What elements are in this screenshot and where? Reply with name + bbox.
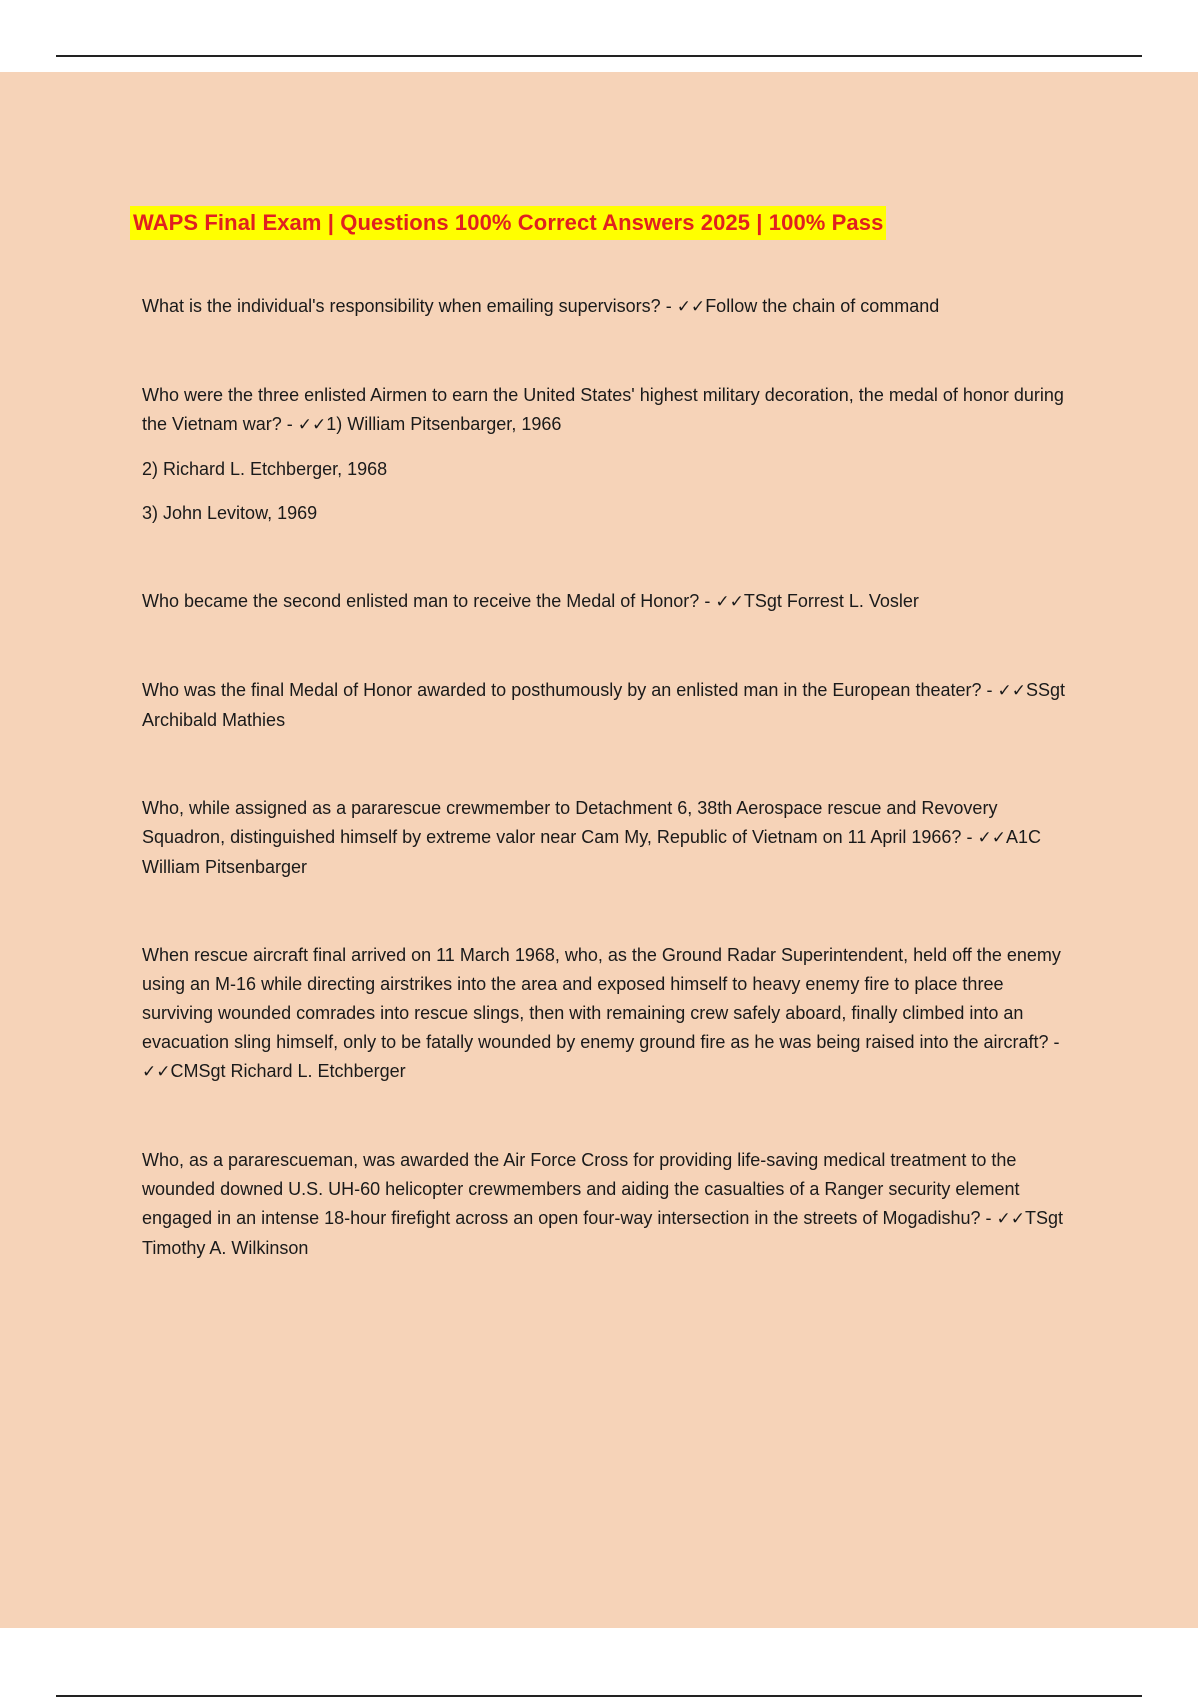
document-title: WAPS Final Exam | Questions 100% Correct Answers 2025 | 100% Pass	[130, 206, 886, 240]
qa-text	[142, 292, 1072, 322]
title-container	[130, 206, 886, 240]
qa-list	[142, 292, 1072, 1322]
bottom-rule	[56, 1695, 1142, 1697]
separator: -	[660, 296, 677, 316]
check-icon: ✓✓	[977, 828, 1006, 848]
qa-item	[142, 794, 1072, 882]
qa-item	[142, 292, 1072, 322]
qa-text	[142, 676, 1072, 735]
qa-item	[142, 676, 1072, 735]
question-text: Who, while assigned as a pararescue crewmember to Detachment 6, 38th Aerospace rescue and Revovery Squadron, distinguished himself by extreme valor near Cam My, Republic of Vietnam on 11 April 1966?	[142, 798, 998, 847]
check-icon: ✓✓	[997, 681, 1026, 701]
answer-continuation	[142, 455, 1072, 528]
answer-text: CMSgt Richard L. Etchberger	[170, 1061, 406, 1081]
qa-item	[142, 941, 1072, 1087]
qa-text	[142, 587, 1072, 617]
top-rule	[56, 55, 1142, 57]
answer-text: A1C William Pitsenbarger	[142, 827, 1041, 877]
answer-extra-line: 3) John Levitow, 1969	[142, 503, 318, 523]
question-text: Who was the final Medal of Honor awarded to posthumously by an enlisted man in the European theater?	[142, 680, 982, 700]
qa-text	[142, 794, 1072, 882]
question-text: What is the individual's responsibility when emailing supervisors?	[142, 296, 661, 316]
qa-text	[142, 381, 1072, 440]
check-icon: ✓✓	[676, 297, 706, 317]
qa-text	[142, 941, 1072, 1087]
question-text: Who became the second enlisted man to receive the Medal of Honor?	[142, 591, 700, 611]
separator: -	[961, 827, 978, 847]
qa-item	[142, 381, 1072, 440]
answer-text: 1) William Pitsenbarger, 1966	[326, 414, 562, 434]
answer-extra-line: 2) Richard L. Etchberger, 1968	[142, 459, 388, 479]
separator: -	[980, 1208, 997, 1228]
answer-text: TSgt Forrest L. Vosler	[743, 591, 919, 611]
check-icon: ✓✓	[996, 1209, 1026, 1229]
check-icon: ✓✓	[715, 592, 744, 612]
question-text: When rescue aircraft final arrived on 11 March 1968, who, as the Ground Radar Superintendent, held off the enemy using an M-16 while directing airstrikes into the area and exposed himself to heavy enemy fire to place three surviving wounded comrades into rescue slings, then with remaining crew safely aboard, finally climbed into an evacuation sling himself, only to be fatally wounded by enemy ground fire as he was being raised into the aircraft?	[142, 945, 1061, 1052]
question-text: Who were the three enlisted Airmen to earn the United States' highest military decoration, the medal of honor during the Vietnam war?	[142, 385, 1064, 434]
separator: -	[699, 591, 716, 611]
question-text: Who, as a pararescueman, was awarded the Air Force Cross for providing life-saving medical treatment to the wounded downed U.S. UH-60 helicopter crewmembers and aiding the casualties of a Ranger security element engaged in an intense 18-hour firefight across an open four-way intersection in the streets of Mogadishu?	[142, 1150, 1020, 1228]
qa-text	[142, 1146, 1072, 1263]
separator: -	[281, 414, 298, 434]
qa-item	[142, 1146, 1072, 1263]
check-icon: ✓✓	[297, 415, 327, 435]
separator: -	[1048, 1032, 1060, 1052]
answer-text: SSgt Archibald Mathies	[142, 680, 1066, 730]
separator: -	[981, 680, 998, 700]
answer-text: TSgt Timothy A. Wilkinson	[142, 1208, 1064, 1258]
qa-item	[142, 587, 1072, 617]
answer-text: Follow the chain of command	[705, 296, 940, 316]
check-icon: ✓✓	[142, 1062, 171, 1082]
